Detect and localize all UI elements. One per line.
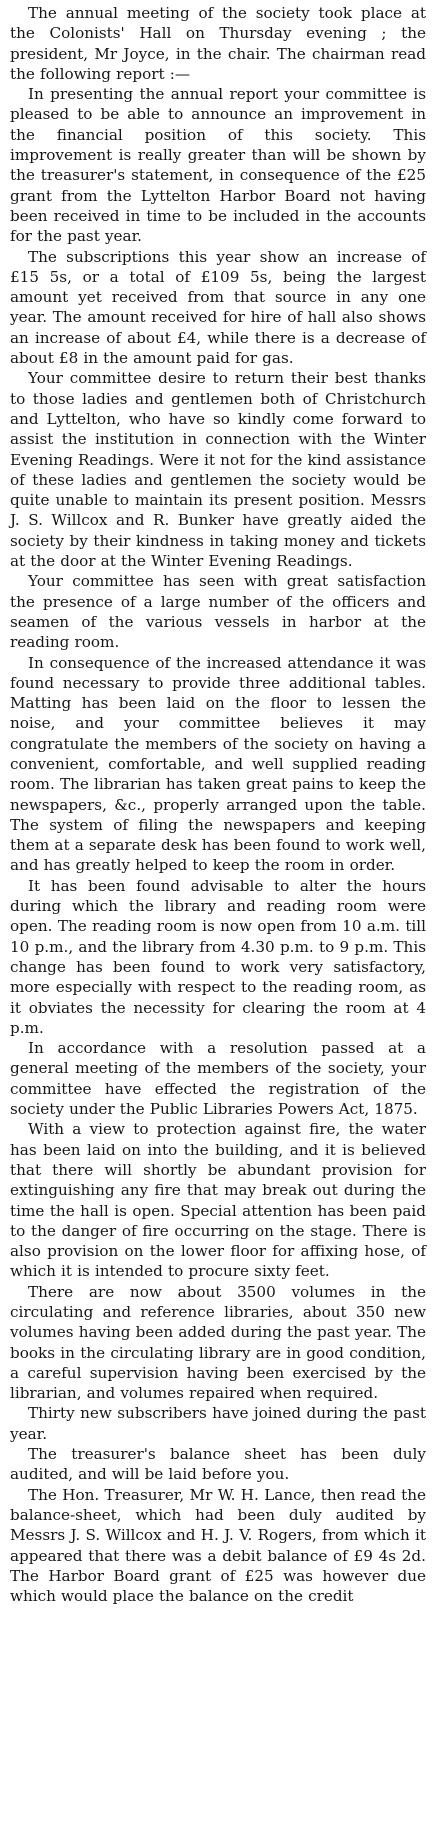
paragraph-opening-hours: It has been found advisable to alter the hours during which the library and reading room were open. The reading room is now open from 10 a.m. till 10 p.m., and the library from 4.30 p.m. to 9 p.m. This change has been found to work very satisfactory, more especially with respect to the reading room, as it obviates the necessity for clearing the room at 4 p.m. — [10, 876, 426, 1037]
paragraph-financial-improvement: In presenting the annual report your committee is pleased to be able to announce an improvement in the financial position of this society. This improvement is really greater than will be shown by the treasurer's statement, in consequence of the £25 grant from the Lyttelton Harbor Board not having been received in time to be included in the accounts for the past year. — [10, 85, 426, 246]
paragraph-meeting-intro: The annual meeting of the society took place at the Colonists' Hall on Thursday evening ; the president, Mr Joyce, in the chair. The chairman read the following report :— — [10, 4, 426, 83]
paragraph-registration: In accordance with a resolution passed at a general meeting of the members of the society, your committee have effected the registration of the society under the Public Libraries Powers Act, 1875. — [10, 1039, 426, 1119]
paragraph-seamen: Your committee has seen with great satisfaction the presence of a large number of the officers and seamen of the various vessels in harbor at the reading room. — [10, 572, 426, 652]
paragraph-thanks: Your committee desire to return their best thanks to those ladies and gentlemen both of Christchurch and Lyttelton, who have so kindly come forward to assist the institution in connection with the Winter Evening Readings. Were it not for the kind assistance of these ladies and gentlemen the society would be quite unable to maintain its present position. Messrs J. S. Willcox and R. Bunker have greatly aided the society by their kindness in taking money and tickets at the door at the Winter Evening Readings. — [10, 369, 426, 571]
paragraph-fire-protection: With a view to protection against fire, the water has been laid on into the building, and it is believed that there will shortly be abundant provision for extinguishing any fire that may break out during the time the hall is open. Special attention has been paid to the danger of fire occurring on the stage. There is also provision on the lower floor for affixing hose, of which it is intended to procure sixty feet. — [10, 1120, 426, 1281]
paragraph-new-subscribers: Thirty new subscribers have joined during the past year. — [10, 1404, 426, 1443]
paragraph-reading-room: In consequence of the increased attendance it was found necessary to provide three additional tables. Matting has been laid on the floor to lessen the noise, and your committee believes it may congratulate the members of the society on having a convenient, comfortable, and well supplied reading room. The librarian has taken great pains to keep the newspapers, &c., properly arranged upon the table. The system of filing the newspapers and keeping them at a separate desk has been found to work well, and has greatly helped to keep the room in order. — [10, 653, 426, 875]
paragraph-subscriptions: The subscriptions this year show an increase of £15 5s, or a total of £109 5s, being the largest amount yet received from that source in any one year. The amount received for hire of hall also shows an increase of about £4, while there is a decrease of about £8 in the amount paid for gas. — [10, 247, 426, 368]
paragraph-balance-sheet: The treasurer's balance sheet has been duly audited, and will be laid before you. — [10, 1445, 426, 1484]
paragraph-volumes: There are now about 3500 volumes in the circulating and reference libraries, about 350 new volumes having been added during the past year. The books in the circulating library are in good condition, a careful supervision having been exercised by the librarian, and volumes repaired when required. — [10, 1282, 426, 1403]
paragraph-treasurer-report: The Hon. Treasurer, Mr W. H. Lance, then read the balance-sheet, which had been duly audited by Messrs J. S. Willcox and H. J. V. Rogers, from which it appeared that there was a debit balance of £9 4s 2d. The Harbor Board grant of £25 was however due which would place the balance on the credit — [10, 1485, 426, 1606]
